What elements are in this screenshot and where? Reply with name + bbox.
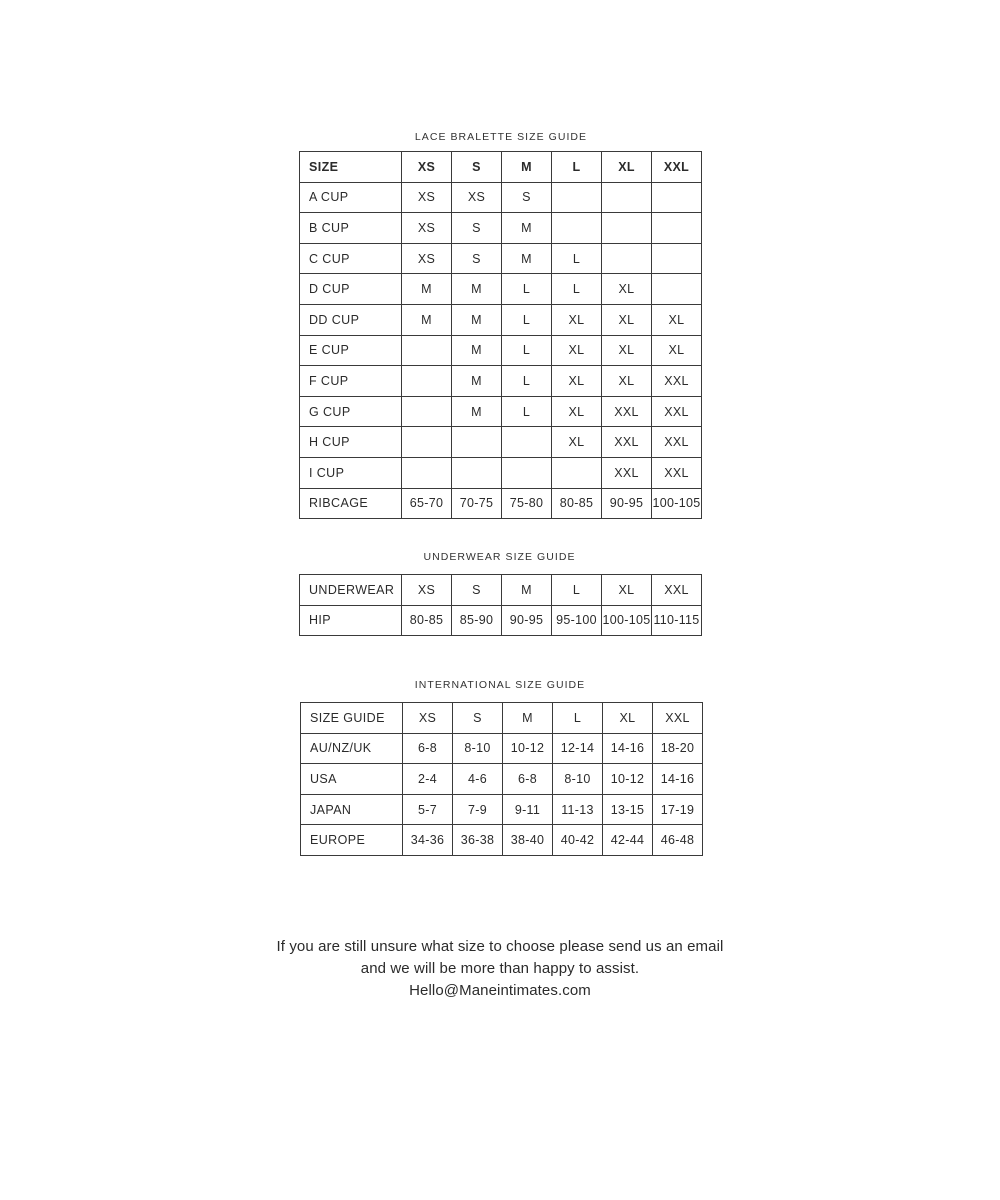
lace-header-col-xxl: XXL xyxy=(652,152,702,183)
international-header-label: SIZE GUIDE xyxy=(301,703,403,734)
lace-cell xyxy=(652,213,702,244)
lace-cell: M xyxy=(402,304,452,335)
contact-note-email: Hello@Maneintimates.com xyxy=(409,982,591,999)
underwear-header-col-l: L xyxy=(552,575,602,606)
underwear-section-title: UNDERWEAR SIZE GUIDE xyxy=(423,551,576,563)
lace-cell xyxy=(402,427,452,458)
lace-cell: XL xyxy=(552,366,602,397)
international-row-label: EUROPE xyxy=(301,825,403,856)
lace-cell xyxy=(402,366,452,397)
international-cell: 12-14 xyxy=(553,733,603,764)
table-row xyxy=(301,794,703,825)
lace-row-label: DD CUP xyxy=(300,304,402,335)
underwear-cell: 90-95 xyxy=(502,605,552,636)
table-row xyxy=(300,243,702,274)
lace-cell: M xyxy=(402,274,452,305)
lace-cell xyxy=(502,457,552,488)
lace-cell: XS xyxy=(452,182,502,213)
lace-cell: L xyxy=(552,243,602,274)
international-size-table xyxy=(300,702,703,856)
international-cell: 40-42 xyxy=(553,825,603,856)
international-header-col-xl: XL xyxy=(603,703,653,734)
lace-cell: XXL xyxy=(602,396,652,427)
international-section-title: INTERNATIONAL SIZE GUIDE xyxy=(414,679,586,691)
contact-note-line-2: and we will be more than happy to assist. xyxy=(360,960,640,977)
lace-cell xyxy=(552,457,602,488)
lace-header-col-l: L xyxy=(552,152,602,183)
international-cell: 14-16 xyxy=(653,764,703,795)
lace-cell: XL xyxy=(602,335,652,366)
lace-row-label: E CUP xyxy=(300,335,402,366)
table-row xyxy=(300,182,702,213)
lace-cell: XL xyxy=(602,274,652,305)
lace-row-label: F CUP xyxy=(300,366,402,397)
table-row xyxy=(300,304,702,335)
lace-cell: M xyxy=(502,243,552,274)
lace-cell: XL xyxy=(652,335,702,366)
lace-cell xyxy=(652,182,702,213)
international-header-col-xxl: XXL xyxy=(653,703,703,734)
lace-cell: M xyxy=(452,335,502,366)
lace-cell: 75-80 xyxy=(502,488,552,519)
lace-cell: XL xyxy=(552,335,602,366)
lace-cell xyxy=(652,243,702,274)
lace-cell: XXL xyxy=(652,457,702,488)
lace-cell: M xyxy=(452,366,502,397)
lace-cell: 70-75 xyxy=(452,488,502,519)
table-row xyxy=(300,213,702,244)
lace-cell: XL xyxy=(552,427,602,458)
table-row xyxy=(300,366,702,397)
lace-row-label: C CUP xyxy=(300,243,402,274)
international-header-col-s: S xyxy=(453,703,503,734)
international-cell: 5-7 xyxy=(403,794,453,825)
international-header-col-m: M xyxy=(503,703,553,734)
international-cell: 6-8 xyxy=(403,733,453,764)
lace-cell: XXL xyxy=(602,457,652,488)
lace-cell: S xyxy=(502,182,552,213)
table-row xyxy=(301,825,703,856)
lace-cell xyxy=(602,182,652,213)
international-cell: 8-10 xyxy=(553,764,603,795)
lace-cell: XXL xyxy=(652,427,702,458)
underwear-header-col-s: S xyxy=(452,575,502,606)
lace-cell xyxy=(502,427,552,458)
lace-row-label: RIBCAGE xyxy=(300,488,402,519)
lace-bralette-size-table xyxy=(299,151,702,519)
underwear-header-col-m: M xyxy=(502,575,552,606)
lace-cell: M xyxy=(502,213,552,244)
international-cell: 38-40 xyxy=(503,825,553,856)
international-cell: 17-19 xyxy=(653,794,703,825)
lace-cell: 90-95 xyxy=(602,488,652,519)
contact-note-line-1: If you are still unsure what size to choose please send us an email xyxy=(276,938,724,955)
international-cell: 14-16 xyxy=(603,733,653,764)
lace-cell: 100-105 xyxy=(652,488,702,519)
international-cell: 34-36 xyxy=(403,825,453,856)
lace-row-label: B CUP xyxy=(300,213,402,244)
underwear-header-col-xl: XL xyxy=(602,575,652,606)
international-cell: 10-12 xyxy=(503,733,553,764)
international-header-col-l: L xyxy=(553,703,603,734)
lace-cell xyxy=(602,243,652,274)
table-row xyxy=(300,396,702,427)
underwear-cell: 110-115 xyxy=(652,605,702,636)
lace-cell: XXL xyxy=(652,366,702,397)
table-row xyxy=(300,605,702,636)
international-cell: 10-12 xyxy=(603,764,653,795)
lace-cell xyxy=(552,213,602,244)
international-cell: 46-48 xyxy=(653,825,703,856)
lace-cell: M xyxy=(452,304,502,335)
lace-header-label: SIZE xyxy=(300,152,402,183)
international-header-row xyxy=(301,703,703,734)
table-row xyxy=(300,274,702,305)
lace-cell: XL xyxy=(652,304,702,335)
lace-cell xyxy=(452,427,502,458)
lace-cell: L xyxy=(552,274,602,305)
lace-cell: XS xyxy=(402,182,452,213)
underwear-cell: 100-105 xyxy=(602,605,652,636)
international-cell: 9-11 xyxy=(503,794,553,825)
lace-cell: M xyxy=(452,396,502,427)
lace-cell xyxy=(402,335,452,366)
contact-note xyxy=(200,936,800,1002)
lace-cell: XL xyxy=(602,304,652,335)
underwear-header-label: UNDERWEAR xyxy=(300,575,402,606)
international-cell: 13-15 xyxy=(603,794,653,825)
lace-cell: L xyxy=(502,335,552,366)
international-cell: 36-38 xyxy=(453,825,503,856)
international-cell: 4-6 xyxy=(453,764,503,795)
lace-cell: S xyxy=(452,243,502,274)
lace-cell: XS xyxy=(402,213,452,244)
lace-cell xyxy=(402,457,452,488)
lace-row-label: H CUP xyxy=(300,427,402,458)
international-row-label: JAPAN xyxy=(301,794,403,825)
lace-header-col-s: S xyxy=(452,152,502,183)
underwear-size-table xyxy=(299,574,702,636)
international-cell: 6-8 xyxy=(503,764,553,795)
underwear-cell: 95-100 xyxy=(552,605,602,636)
lace-cell xyxy=(652,274,702,305)
lace-cell: L xyxy=(502,274,552,305)
lace-cell: XXL xyxy=(602,427,652,458)
lace-cell xyxy=(402,396,452,427)
international-cell: 18-20 xyxy=(653,733,703,764)
lace-header-col-xs: XS xyxy=(402,152,452,183)
international-cell: 42-44 xyxy=(603,825,653,856)
lace-row-label: D CUP xyxy=(300,274,402,305)
lace-cell: XL xyxy=(602,366,652,397)
lace-row-label: A CUP xyxy=(300,182,402,213)
lace-cell: XXL xyxy=(652,396,702,427)
underwear-cell: 85-90 xyxy=(452,605,502,636)
lace-cell xyxy=(552,182,602,213)
international-cell: 8-10 xyxy=(453,733,503,764)
table-row xyxy=(301,764,703,795)
international-row-label: USA xyxy=(301,764,403,795)
lace-cell: M xyxy=(452,274,502,305)
lace-cell: L xyxy=(502,304,552,335)
lace-cell: S xyxy=(452,213,502,244)
table-row xyxy=(300,427,702,458)
lace-cell: L xyxy=(502,366,552,397)
lace-cell: 65-70 xyxy=(402,488,452,519)
international-row-label: AU/NZ/UK xyxy=(301,733,403,764)
international-cell: 11-13 xyxy=(553,794,603,825)
table-row xyxy=(300,335,702,366)
lace-cell: XL xyxy=(552,304,602,335)
lace-header-col-xl: XL xyxy=(602,152,652,183)
lace-header-row xyxy=(300,152,702,183)
lace-cell: XS xyxy=(402,243,452,274)
underwear-header-col-xxl: XXL xyxy=(652,575,702,606)
international-cell: 7-9 xyxy=(453,794,503,825)
table-row xyxy=(300,488,702,519)
international-cell: 2-4 xyxy=(403,764,453,795)
lace-cell xyxy=(452,457,502,488)
lace-cell: 80-85 xyxy=(552,488,602,519)
lace-cell xyxy=(602,213,652,244)
table-row xyxy=(301,733,703,764)
lace-cell: XL xyxy=(552,396,602,427)
international-header-col-xs: XS xyxy=(403,703,453,734)
underwear-cell: 80-85 xyxy=(402,605,452,636)
lace-bralette-table-block xyxy=(299,151,702,519)
lace-row-label: G CUP xyxy=(300,396,402,427)
lace-row-label: I CUP xyxy=(300,457,402,488)
table-row xyxy=(300,457,702,488)
lace-bralette-section-title: LACE BRALETTE SIZE GUIDE xyxy=(414,131,588,143)
underwear-table-block xyxy=(299,574,702,636)
underwear-row-label: HIP xyxy=(300,605,402,636)
underwear-header-row xyxy=(300,575,702,606)
international-table-block xyxy=(300,702,703,856)
underwear-header-col-xs: XS xyxy=(402,575,452,606)
lace-cell: L xyxy=(502,396,552,427)
lace-header-col-m: M xyxy=(502,152,552,183)
